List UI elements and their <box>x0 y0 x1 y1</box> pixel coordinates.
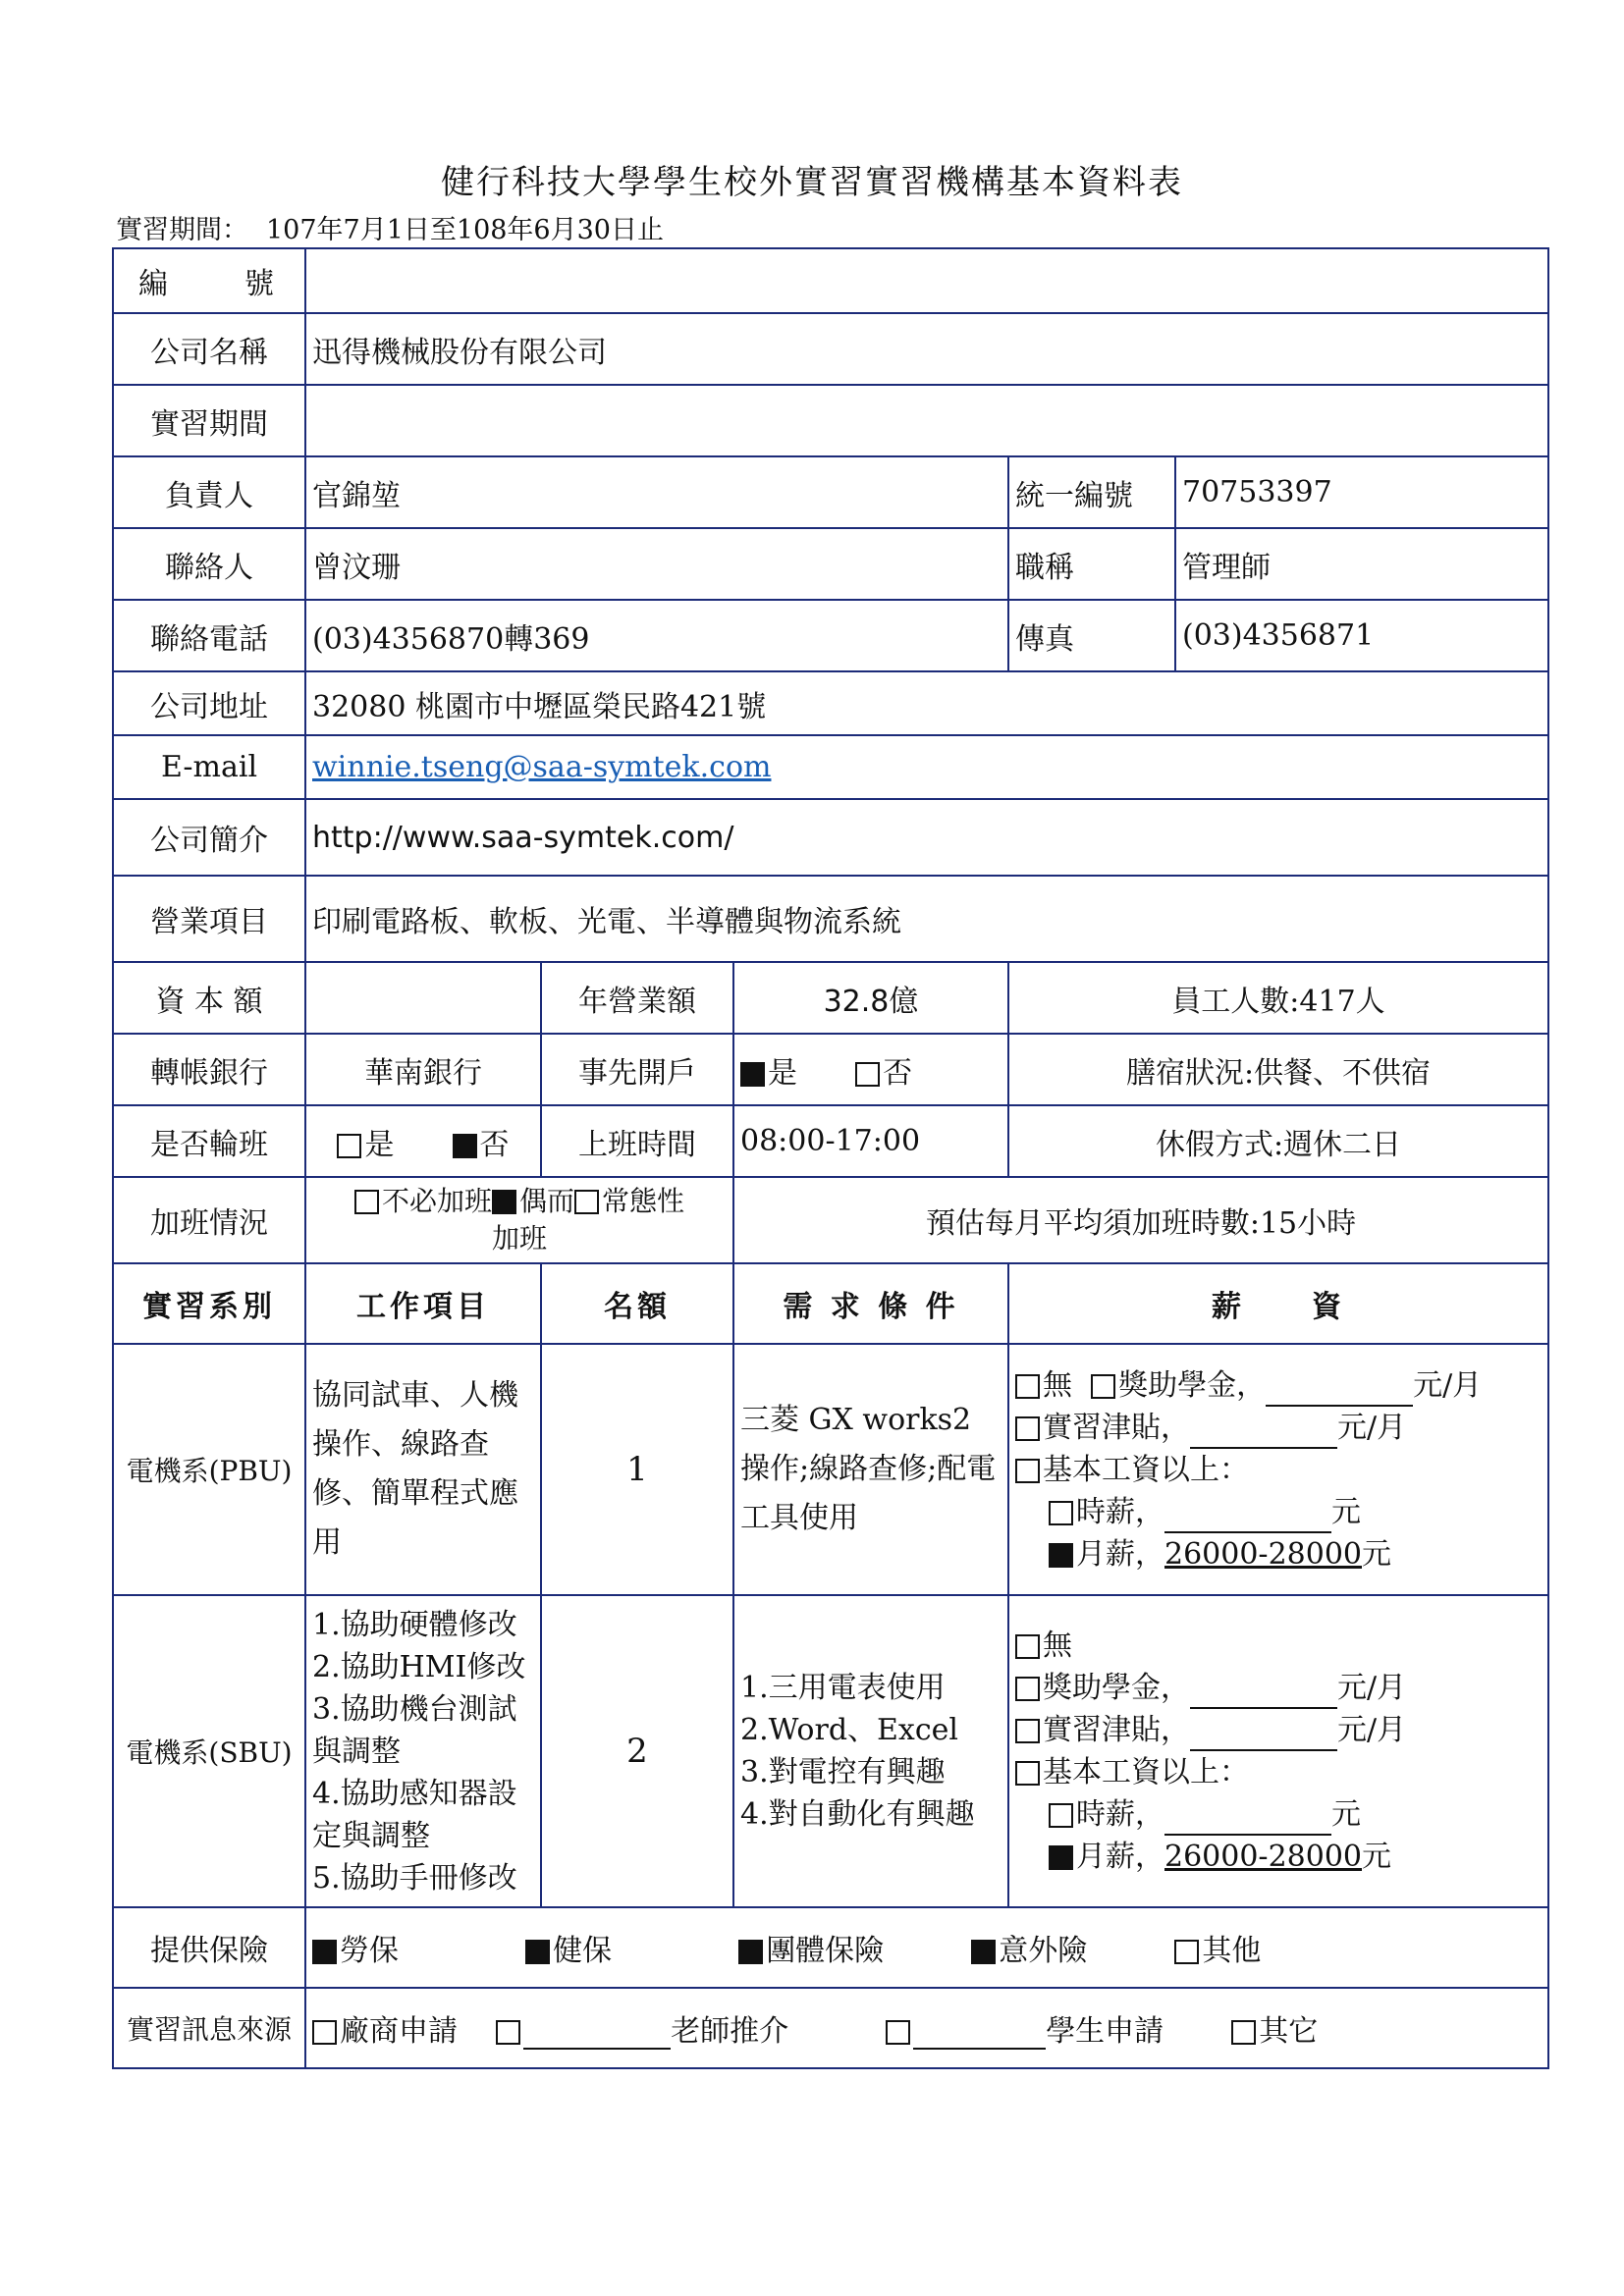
salary-monthly-value[interactable]: 26000-28000 <box>1164 1840 1363 1874</box>
col-header-requirements: 需 求 條 件 <box>733 1263 1008 1344</box>
overtime-none-checkbox[interactable] <box>354 1190 379 1214</box>
salary-monthly-checkbox[interactable] <box>1049 1543 1073 1568</box>
serial-value[interactable] <box>305 248 1548 313</box>
serial-label: 編 號 <box>113 248 305 313</box>
row-intern-period <box>113 385 1548 456</box>
internship-form-table <box>112 247 1549 2069</box>
row-serial <box>113 248 1548 313</box>
shift-label: 是否輪班 <box>113 1105 305 1177</box>
salary-monthly-value[interactable]: 26000-28000 <box>1164 1536 1363 1572</box>
salary-scholarship-checkbox[interactable] <box>1091 1374 1115 1399</box>
intro-label: 公司簡介 <box>113 799 305 876</box>
salary-none-label: 無 <box>1043 1367 1072 1403</box>
email-cell <box>305 735 1548 799</box>
salary-unit: 元 <box>1331 1494 1361 1529</box>
source-student-label: 學生申請 <box>1046 2014 1164 2049</box>
salary-hourly-blank[interactable] <box>1164 1806 1331 1836</box>
overtime-occasional-label: 偶而 <box>518 1185 574 1217</box>
phone-label: 聯絡電話 <box>113 600 305 671</box>
source-label: 實習訊息來源 <box>113 1988 305 2068</box>
source-company-checkbox[interactable] <box>312 2020 337 2045</box>
business-label: 營業項目 <box>113 876 305 962</box>
row-address <box>113 671 1548 735</box>
salary-scholarship-blank[interactable] <box>1266 1377 1413 1407</box>
document-title: 健行科技大學學生校外實習實習機構基本資料表 <box>441 163 1183 202</box>
row-bank <box>113 1034 1548 1105</box>
job-row <box>113 1595 1548 1907</box>
overtime-regular-label-cont: 加班 <box>491 1222 547 1255</box>
insurance-health-checkbox[interactable] <box>525 1940 550 1964</box>
source-other-checkbox[interactable] <box>1231 2020 1256 2045</box>
overtime-label: 加班情況 <box>113 1177 305 1263</box>
job-work-list <box>305 1595 541 1907</box>
capital-label: 資 本 額 <box>113 962 305 1034</box>
col-header-work: 工作項目 <box>305 1263 541 1344</box>
job-requirements-list <box>733 1595 1008 1907</box>
source-teacher-blank[interactable] <box>523 2020 671 2050</box>
row-company <box>113 313 1548 385</box>
intro-url[interactable]: http://www.saa-symtek.com/ <box>305 799 1548 876</box>
salary-monthly-checkbox[interactable] <box>1049 1845 1073 1870</box>
insurance-option-label: 團體保險 <box>766 1934 885 1968</box>
insurance-option-label: 勞保 <box>340 1934 399 1968</box>
salary-allowance-blank[interactable] <box>1190 1722 1337 1751</box>
preopen-yes-checkbox[interactable] <box>740 1062 765 1087</box>
salary-monthly-label: 月薪， <box>1076 1840 1164 1874</box>
overtime-none-label: 不必加班 <box>381 1185 492 1217</box>
row-insurance <box>113 1907 1548 1988</box>
overtime-options <box>305 1177 733 1263</box>
insurance-labor-checkbox[interactable] <box>312 1940 337 1964</box>
list-item: 1.協助硬體修改 <box>312 1607 517 1642</box>
intern-period-value[interactable] <box>305 385 1548 456</box>
salary-unit: 元 <box>1362 1536 1392 1572</box>
address-label: 公司地址 <box>113 671 305 735</box>
insurance-options <box>305 1907 1548 1988</box>
insurance-group-checkbox[interactable] <box>738 1940 763 1964</box>
period-line <box>116 208 664 246</box>
shift-no-checkbox[interactable] <box>453 1134 477 1158</box>
salary-unit: 元 <box>1331 1797 1361 1832</box>
job-dept: 電機系(SBU) <box>113 1595 305 1907</box>
job-salary <box>1008 1344 1548 1595</box>
period-label: 實習期間： <box>116 215 248 245</box>
salary-scholarship-checkbox[interactable] <box>1015 1677 1040 1701</box>
bank-label: 轉帳銀行 <box>113 1034 305 1105</box>
row-email <box>113 735 1548 799</box>
fax-value[interactable]: (03)4356871 <box>1175 600 1548 671</box>
salary-unit: 元 <box>1362 1840 1392 1874</box>
row-shift <box>113 1105 1548 1177</box>
preopen-label: 事先開戶 <box>541 1034 733 1105</box>
preopen-options <box>733 1034 1008 1105</box>
salary-none-checkbox[interactable] <box>1015 1374 1040 1399</box>
salary-allowance-blank[interactable] <box>1190 1419 1337 1449</box>
source-options <box>305 1988 1548 2068</box>
insurance-option-label: 其他 <box>1202 1934 1262 1968</box>
job-title-label: 職稱 <box>1008 528 1175 600</box>
list-item: 2.協助HMI修改 <box>312 1649 526 1684</box>
row-capital <box>113 962 1548 1034</box>
insurance-accident-checkbox[interactable] <box>971 1940 996 1964</box>
salary-basic-checkbox[interactable] <box>1015 1459 1040 1483</box>
row-contact <box>113 528 1548 600</box>
shift-no-label: 否 <box>479 1127 510 1162</box>
salary-monthly-label: 月薪， <box>1076 1536 1164 1572</box>
salary-none-checkbox[interactable] <box>1015 1634 1040 1659</box>
leave-info: 休假方式:週休二日 <box>1008 1105 1548 1177</box>
company-label: 公司名稱 <box>113 313 305 385</box>
owner-label: 負責人 <box>113 456 305 528</box>
row-phone <box>113 600 1548 671</box>
contact-label: 聯絡人 <box>113 528 305 600</box>
address-value[interactable]: 32080 桃園市中壢區榮民路421號 <box>305 671 1548 735</box>
fax-label: 傳真 <box>1008 600 1175 671</box>
job-quota: 1 <box>541 1344 733 1595</box>
salary-scholarship-blank[interactable] <box>1190 1680 1337 1709</box>
col-header-dept: 實習系別 <box>113 1263 305 1344</box>
email-label: E-mail <box>113 735 305 799</box>
list-item: 3.協助機台測試與調整 <box>312 1691 517 1769</box>
list-item: 5.協助手冊修改 <box>312 1860 517 1896</box>
row-owner <box>113 456 1548 528</box>
job-salary <box>1008 1595 1548 1907</box>
business-value[interactable]: 印刷電路板、軟板、光電、半導體與物流系統 <box>305 876 1548 962</box>
source-student-blank[interactable] <box>913 2020 1046 2050</box>
row-overtime <box>113 1177 1548 1263</box>
salary-basic-checkbox[interactable] <box>1015 1761 1040 1786</box>
board-info: 膳宿狀況:供餐、不供宿 <box>1008 1034 1548 1105</box>
hours-label: 上班時間 <box>541 1105 733 1177</box>
overtime-regular-label: 常態性 <box>602 1185 685 1217</box>
contact-value[interactable]: 曾汶珊 <box>305 528 1008 600</box>
salary-allowance-label: 實習津貼， <box>1043 1713 1190 1747</box>
insurance-other-checkbox[interactable] <box>1174 1940 1199 1964</box>
salary-hourly-blank[interactable] <box>1164 1504 1331 1533</box>
source-teacher-checkbox[interactable] <box>496 2020 520 2045</box>
preopen-yes-label: 是 <box>768 1055 797 1091</box>
salary-unit: 元/月 <box>1337 1410 1407 1445</box>
row-business <box>113 876 1548 962</box>
tax-id-label: 統一編號 <box>1008 456 1175 528</box>
salary-scholarship-label: 獎助學金， <box>1118 1367 1267 1403</box>
salary-unit: 元/月 <box>1413 1367 1483 1403</box>
col-header-salary: 薪 資 <box>1008 1263 1548 1344</box>
shift-yes-label: 是 <box>364 1127 395 1162</box>
insurance-label: 提供保險 <box>113 1907 305 1988</box>
source-company-label: 廠商申請 <box>340 2014 458 2049</box>
job-dept: 電機系(PBU) <box>113 1344 305 1595</box>
row-intro <box>113 799 1548 876</box>
period-value: 107年7月1日至108年6月30日止 <box>266 215 664 245</box>
shift-options <box>305 1105 541 1177</box>
salary-basic-label: 基本工資以上： <box>1043 1755 1249 1789</box>
job-requirements: 三菱 GX works2 操作;線路查修;配電工具使用 <box>733 1344 1008 1595</box>
col-header-quota: 名額 <box>541 1263 733 1344</box>
salary-allowance-checkbox[interactable] <box>1015 1416 1040 1441</box>
salary-unit: 元/月 <box>1337 1713 1407 1747</box>
salary-hourly-checkbox[interactable] <box>1049 1803 1073 1828</box>
intern-period-label: 實習期間 <box>113 385 305 456</box>
insurance-option-label: 意外險 <box>999 1934 1088 1968</box>
overtime-regular-checkbox[interactable] <box>574 1190 599 1214</box>
salary-none-label: 無 <box>1043 1629 1072 1663</box>
list-item: 2.Word、Excel <box>740 1713 958 1747</box>
salary-unit: 元/月 <box>1337 1671 1407 1705</box>
company-value[interactable]: 迅得機械股份有限公司 <box>305 313 1548 385</box>
phone-value[interactable]: (03)4356870轉369 <box>305 600 1008 671</box>
job-title-value[interactable]: 管理師 <box>1175 528 1548 600</box>
insurance-option-label: 健保 <box>553 1934 613 1968</box>
list-item: 4.協助感知器設定與調整 <box>312 1776 517 1853</box>
list-item: 1.三用電表使用 <box>740 1671 946 1705</box>
preopen-no-checkbox[interactable] <box>855 1062 880 1087</box>
overtime-occasional-checkbox[interactable] <box>492 1190 516 1214</box>
bank-value[interactable]: 華南銀行 <box>305 1034 541 1105</box>
source-teacher-label: 老師推介 <box>671 2014 789 2049</box>
jobs-header-row <box>113 1263 1548 1344</box>
list-item: 4.對自動化有興趣 <box>740 1797 975 1832</box>
preopen-no-label: 否 <box>883 1055 913 1091</box>
source-other-label: 其它 <box>1259 2014 1319 2049</box>
job-quota: 2 <box>541 1595 733 1907</box>
source-student-checkbox[interactable] <box>886 2020 910 2045</box>
hours-value[interactable]: 08:00-17:00 <box>733 1105 1008 1177</box>
overtime-hours: 預估每月平均須加班時數:15小時 <box>733 1177 1548 1263</box>
shift-yes-checkbox[interactable] <box>337 1134 361 1158</box>
salary-hourly-label: 時薪， <box>1076 1494 1164 1529</box>
tax-id-value[interactable]: 70753397 <box>1175 456 1548 528</box>
job-row <box>113 1344 1548 1595</box>
capital-value[interactable] <box>305 962 541 1034</box>
list-item: 3.對電控有興趣 <box>740 1755 946 1789</box>
row-source <box>113 1988 1548 2068</box>
owner-value[interactable]: 官錦堃 <box>305 456 1008 528</box>
salary-hourly-checkbox[interactable] <box>1049 1501 1073 1525</box>
salary-hourly-label: 時薪， <box>1076 1797 1164 1832</box>
revenue-label: 年營業額 <box>541 962 733 1034</box>
employee-count: 員工人數:417人 <box>1008 962 1548 1034</box>
revenue-value[interactable]: 32.8億 <box>733 962 1008 1034</box>
email-link[interactable]: winnie.tseng@saa-symtek.com <box>312 750 772 784</box>
salary-basic-label: 基本工資以上： <box>1043 1452 1249 1487</box>
salary-allowance-checkbox[interactable] <box>1015 1719 1040 1743</box>
job-work: 協同試車、人機操作、線路查修、簡單程式應用 <box>305 1344 541 1595</box>
salary-scholarship-label: 獎助學金， <box>1043 1671 1190 1705</box>
salary-allowance-label: 實習津貼， <box>1043 1410 1190 1445</box>
